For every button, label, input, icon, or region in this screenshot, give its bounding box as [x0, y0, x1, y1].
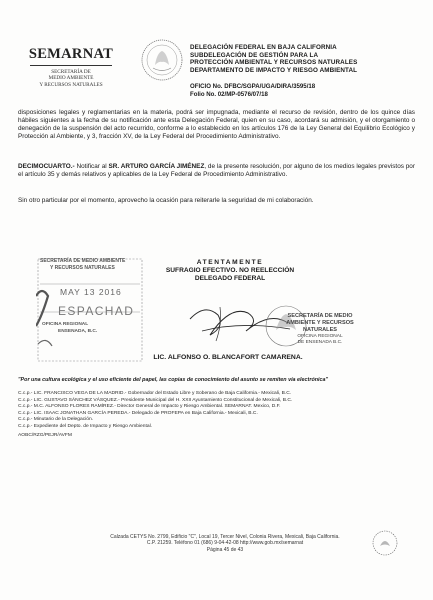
signer-name: LIC. ALFONSO O. BLANCAFORT CAMARENA.: [153, 354, 303, 361]
office-seal-line-5: DE ENSENADA B.C.: [297, 340, 343, 345]
department-line-2: SUBDELEGACIÓN DE GESTIÓN PARA LA: [190, 51, 319, 59]
signature-header: [130, 259, 330, 284]
reference-initials: AOBC/RZG/PEJR/AVFM: [18, 433, 72, 438]
footer-contact: C.P. 21259. Teléfono 01 (686) 9-04-42-08 http://www.gob.mx/semarnat: [146, 540, 304, 547]
ccp-line-1: C.c.p.- LIC. FRANCISCO VEGA DE LA MADRID.- Gobernador del Estado Libre y Soberano de Baja California.- Mexicali, B.C.: [18, 391, 292, 396]
footer-page-number: Página 45 de 43: [206, 546, 244, 553]
clause-text-b: , de la presente resolución, por alguno de los medios legales previstos por el artículo 35 y demás relativos y aplicables de la Ley Federal de Procedimiento Administrativo.: [18, 163, 415, 179]
department-line-4: DEPARTAMENTO DE IMPACTO Y RIESGO AMBIENTAL: [190, 66, 358, 74]
department-line-3: PROTECCIÓN AMBIENTAL Y RECURSOS NATURALES: [190, 59, 358, 67]
page-footer: [60, 534, 390, 553]
green-emblem-icon: [370, 528, 400, 558]
ccp-line-4: C.c.p.- LIC. ISAAC JONATHAN GARCÍA PEREDA.- Delegado de PROFEPA en Baja California.- Mexicali, B.C.: [18, 410, 258, 416]
ccp-line-6: C.c.p.- Expediente del Depto. de Impacto y Riesgo Ambiental.: [18, 423, 153, 429]
folio-number: Folio No. 02/MP-0576/07/18: [190, 90, 268, 98]
recipient-name: SR. ARTURO GARCÍA JIMÉNEZ: [108, 163, 205, 170]
reference-numbers: [190, 83, 420, 98]
office-seal-line-2: AMBIENTE Y RECURSOS: [286, 320, 354, 326]
logo-subtitle-line-3: Y RECURSOS NATURALES: [39, 81, 103, 88]
national-seal-icon: [140, 38, 184, 82]
logo-subtitle-line-1: SECRETARÍA DE: [51, 69, 91, 75]
office-seal-line-4: OFICINA REGIONAL: [297, 334, 343, 339]
footer-address: Calzada CETYS No. 2799, Edificio "C", Local 19, Tercer Nivel, Colonia Rivera, Mexicali, Baja California.: [110, 534, 340, 540]
paragraph-review-remedy: disposiciones legales y reglamentarias en la materia, podrá ser impugnada, mediante el recurso de revisión, dentro de los quince días hábiles siguientes a la fecha de su notificación ante esta Delegación Federal, quien en su caso, acordará su admisión, y el otorgamiento o denegación de la suspensión del acto recurrido, conforme a lo establecido en los artículos 176 de la Ley General del Equilibrio Ecológico y Protección al Ambiente, y 3, fracción XV, de la Ley Federal del Procedimiento Administrativo.: [18, 109, 415, 141]
dispatch-stamp-top: SECRETARÍA DE MEDIO AMBIENTE: [40, 258, 126, 264]
dispatch-stamp-office: OFICINA REGIONAL: [42, 322, 89, 327]
logo-wordmark: SEMARNAT: [28, 46, 114, 62]
logo-divider: [30, 65, 112, 66]
signer-title: DELEGADO FEDERAL: [194, 275, 266, 283]
department-heading: [190, 44, 420, 74]
oficio-number: OFICIO No. DFBC/SGPA/UGA/DIRA/3595/18: [190, 83, 316, 90]
clause-text-a: Notificar al: [74, 163, 109, 170]
dispatch-stamp-date: MAY 13 2016: [60, 287, 122, 297]
logo-subtitle-line-2: MEDIO AMBIENTE: [48, 75, 94, 82]
dispatch-stamp-city: ENSENADA, B.C.: [58, 329, 98, 334]
carbon-copy-list: [18, 391, 418, 430]
clause-label: DECIMOCUARTO.-: [18, 163, 75, 170]
semarnat-logo: [26, 46, 116, 88]
dispatch-stamp-top-2: Y RECURSOS NATURALES: [50, 265, 115, 271]
paragraph-decimocuarto: [18, 163, 415, 179]
department-line-1: DELEGACIÓN FEDERAL EN BAJA CALIFORNIA: [190, 44, 337, 51]
office-seal-line-3: NATURALES: [302, 327, 338, 333]
ccp-line-3: C.c.p.- M.C. ALFONSO FLORES RAMÍREZ.- Director General de Impacto y Riesgo Ambiental. SEMARNAT. Mexico, D.F.: [18, 404, 281, 409]
paragraph-closing: Sin otro particular por el momento, aprovecho la ocasión para reiterarle la seguridad de mi colaboración.: [18, 197, 314, 204]
ccp-line-5: C.c.p.- Minutario de la Delegación.: [18, 417, 94, 422]
paper-efficiency-motto: "Por una cultura ecológica y el uso eficiente del papel, las copias de conocimiento del asunto se remiten vía electrónica": [18, 377, 329, 383]
motto-label: SUFRAGIO EFECTIVO. NO REELECCIÓN: [165, 267, 295, 275]
ccp-line-2: C.c.p.- LIC. GUSTAVO SÁNCHEZ VÁSQUEZ.- Presidente Municipal del H. XXII Ayuntamiento Constitucional de Mexicali, B.C.: [18, 397, 293, 403]
office-seal-line-1: SECRETARÍA DE MEDIO: [287, 313, 353, 319]
dispatch-stamp-word: ESPACHAD: [58, 304, 135, 318]
atentamente-label: ATENTAMENTE: [196, 259, 264, 266]
